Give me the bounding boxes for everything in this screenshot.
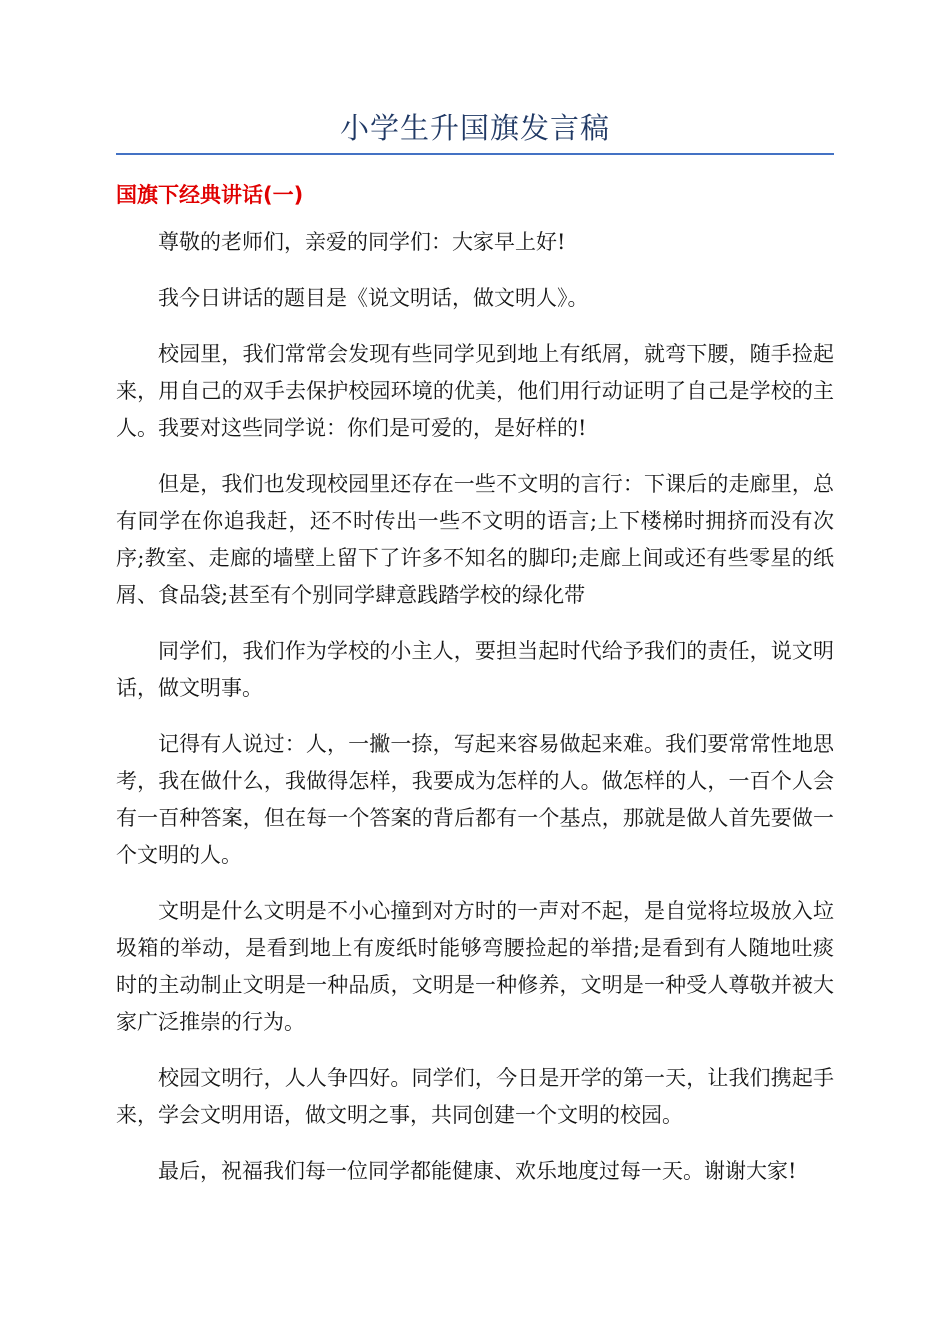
title-underline — [116, 153, 834, 155]
paragraph: 文明是什么文明是不小心撞到对方时的一声对不起，是自觉将垃圾放入垃圾箱的举动，是看到地上有废纸时能够弯腰捡起的举措;是看到有人随地吐痰时的主动制止文明是一种品质，文明是一种修养，文明是一种受人尊敬并被大家广泛推崇的行为。 — [116, 899, 834, 1034]
paragraph: 校园文明行，人人争四好。同学们，今日是开学的第一天，让我们携起手来，学会文明用语，做文明之事，共同创建一个文明的校园。 — [116, 1066, 834, 1127]
document-body — [116, 224, 834, 1209]
section-heading: 国旗下经典讲话(一) — [116, 183, 304, 207]
document-title: 小学生升国旗发言稿 — [339, 111, 610, 145]
paragraph: 校园里，我们常常会发现有些同学见到地上有纸屑，就弯下腰，随手捡起来，用自己的双手去保护校园环境的优美，他们用行动证明了自己是学校的主人。我要对这些同学说：你们是可爱的，是好样的! — [116, 342, 834, 440]
paragraph-greeting: 尊敬的老师们，亲爱的同学们：大家早上好! — [158, 230, 566, 254]
paragraph: 同学们，我们作为学校的小主人，要担当起时代给予我们的责任，说文明话，做文明事。 — [116, 639, 834, 700]
paragraph-topic: 我今日讲话的题目是《说文明话，做文明人》。 — [158, 286, 589, 310]
paragraph-closing: 最后，祝福我们每一位同学都能健康、欢乐地度过每一天。谢谢大家! — [158, 1159, 797, 1183]
paragraph: 记得有人说过：人，一撇一捺，写起来容易做起来难。我们要常常性地思考，我在做什么，我做得怎样，我要成为怎样的人。做怎样的人，一百个人会有一百种答案，但在每一个答案的背后都有一个基点，那就是做人首先要做一个文明的人。 — [116, 732, 834, 867]
paragraph: 但是，我们也发现校园里还存在一些不文明的言行：下课后的走廊里，总有同学在你追我赶，还不时传出一些不文明的语言;上下楼梯时拥挤而没有次序;教室、走廊的墙壁上留下了许多不知名的脚印;走廊上间或还有些零星的纸屑、食品袋;甚至有个别同学肆意践踏学校的绿化带 — [116, 472, 834, 607]
